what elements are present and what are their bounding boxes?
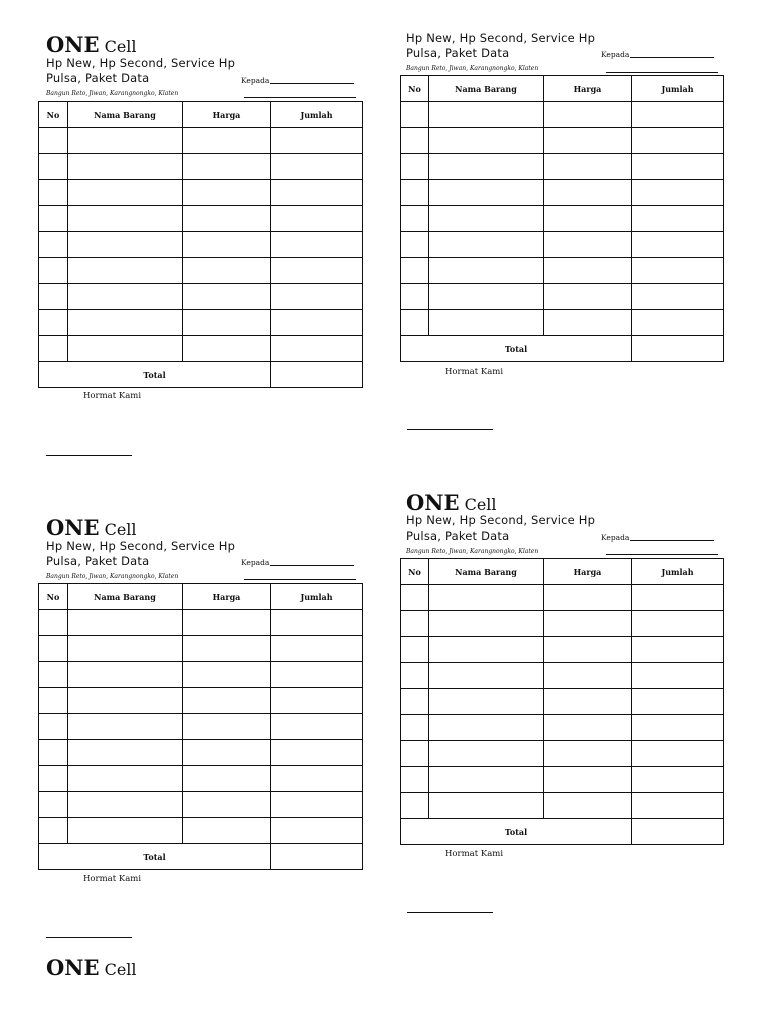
table-row [401, 767, 724, 793]
recipient-line [244, 579, 356, 580]
col-nama-barang: Nama Barang [429, 76, 544, 102]
col-nama-barang: Nama Barang [429, 559, 544, 585]
table-row [39, 258, 363, 284]
table-row [39, 336, 363, 362]
table-row [401, 689, 724, 715]
table-row [39, 128, 363, 154]
signature-line [46, 937, 132, 938]
total-value-cell [271, 362, 363, 388]
col-jumlah: Jumlah [632, 559, 724, 585]
kepada-label: Kepada [241, 76, 270, 85]
col-jumlah: Jumlah [271, 102, 363, 128]
hormat-kami: Hormat Kami [445, 367, 504, 377]
col-nama-barang: Nama Barang [68, 102, 183, 128]
hormat-kami: Hormat Kami [83, 391, 142, 401]
table-row [401, 284, 724, 310]
brand-cell: Cell [104, 37, 137, 56]
brand-logo [46, 957, 137, 978]
tagline-services: Hp New, Hp Second, Service Hp [406, 31, 596, 45]
table-row [401, 232, 724, 258]
kepada-line [270, 83, 354, 84]
table-header-row [39, 584, 363, 610]
table-row [401, 611, 724, 637]
tagline-services: Hp New, Hp Second, Service Hp [46, 539, 236, 553]
col-no: No [401, 76, 429, 102]
table-row [39, 766, 363, 792]
table-row [39, 714, 363, 740]
kepada-label: Kepada [601, 50, 630, 59]
total-row [401, 819, 724, 845]
table-row [401, 206, 724, 232]
kepada-line [630, 540, 714, 541]
kepada-line [270, 565, 354, 566]
table-row [39, 610, 363, 636]
table-row [39, 180, 363, 206]
brand-logo [406, 492, 497, 513]
table-row [39, 740, 363, 766]
items-table [400, 75, 724, 362]
brand-one: ONE [46, 955, 100, 980]
recipient-line [606, 72, 718, 73]
brand-logo [46, 34, 137, 55]
store-address: Bangun Reto, Jiwan, Karangnongko, Klaten [406, 548, 539, 555]
store-address: Bangun Reto, Jiwan, Karangnongko, Klaten [46, 90, 179, 97]
items-table [38, 583, 363, 870]
col-nama-barang: Nama Barang [68, 584, 183, 610]
table-row [39, 206, 363, 232]
kepada-field [601, 534, 714, 542]
col-no: No [401, 559, 429, 585]
table-row [401, 741, 724, 767]
brand-one: ONE [406, 490, 460, 515]
table-header-row [401, 76, 724, 102]
total-value-cell [271, 844, 363, 870]
total-label: Total [39, 844, 271, 870]
total-value-cell [632, 336, 724, 362]
tagline-pulsa: Pulsa, Paket Data [46, 71, 150, 85]
tagline-pulsa: Pulsa, Paket Data [46, 554, 150, 568]
table-row [39, 310, 363, 336]
total-label: Total [401, 336, 632, 362]
table-row [401, 585, 724, 611]
brand-cell: Cell [104, 520, 137, 539]
col-no: No [39, 584, 68, 610]
recipient-line [244, 97, 356, 98]
store-address: Bangun Reto, Jiwan, Karangnongko, Klaten [46, 573, 179, 580]
table-row [39, 232, 363, 258]
table-row [39, 662, 363, 688]
table-row [39, 636, 363, 662]
table-header-row [401, 559, 724, 585]
table-row [39, 818, 363, 844]
hormat-kami: Hormat Kami [83, 874, 142, 884]
table-row [39, 688, 363, 714]
table-row [401, 637, 724, 663]
brand-cell: Cell [104, 960, 137, 979]
total-value-cell [632, 819, 724, 845]
kepada-field [241, 559, 354, 567]
kepada-label: Kepada [241, 558, 270, 567]
col-harga: Harga [183, 584, 271, 610]
table-header-row [39, 102, 363, 128]
tagline-services: Hp New, Hp Second, Service Hp [406, 513, 596, 527]
tagline-pulsa: Pulsa, Paket Data [406, 529, 510, 543]
brand-logo [46, 517, 137, 538]
table-row [39, 284, 363, 310]
table-row [401, 663, 724, 689]
col-harga: Harga [544, 559, 632, 585]
table-row [39, 792, 363, 818]
table-row [401, 102, 724, 128]
table-row [401, 258, 724, 284]
signature-line [46, 455, 132, 456]
table-row [401, 793, 724, 819]
total-row [39, 362, 363, 388]
col-jumlah: Jumlah [632, 76, 724, 102]
col-no: No [39, 102, 68, 128]
table-row [401, 310, 724, 336]
hormat-kami: Hormat Kami [445, 849, 504, 859]
table-row [401, 128, 724, 154]
col-harga: Harga [544, 76, 632, 102]
brand-one: ONE [46, 515, 100, 540]
recipient-line [606, 554, 718, 555]
tagline-services: Hp New, Hp Second, Service Hp [46, 56, 236, 70]
col-harga: Harga [183, 102, 271, 128]
table-row [401, 154, 724, 180]
kepada-line [630, 57, 714, 58]
items-table [38, 101, 363, 388]
kepada-field [601, 51, 714, 59]
signature-line [407, 429, 493, 430]
table-row [39, 154, 363, 180]
items-table [400, 558, 724, 845]
kepada-label: Kepada [601, 533, 630, 542]
brand-one: ONE [46, 32, 100, 57]
total-row [401, 336, 724, 362]
signature-line [407, 912, 493, 913]
total-label: Total [401, 819, 632, 845]
table-row [401, 180, 724, 206]
col-jumlah: Jumlah [271, 584, 363, 610]
total-row [39, 844, 363, 870]
kepada-field [241, 77, 354, 85]
tagline-pulsa: Pulsa, Paket Data [406, 46, 510, 60]
store-address: Bangun Reto, Jiwan, Karangnongko, Klaten [406, 65, 539, 72]
brand-cell: Cell [464, 495, 497, 514]
table-row [401, 715, 724, 741]
total-label: Total [39, 362, 271, 388]
